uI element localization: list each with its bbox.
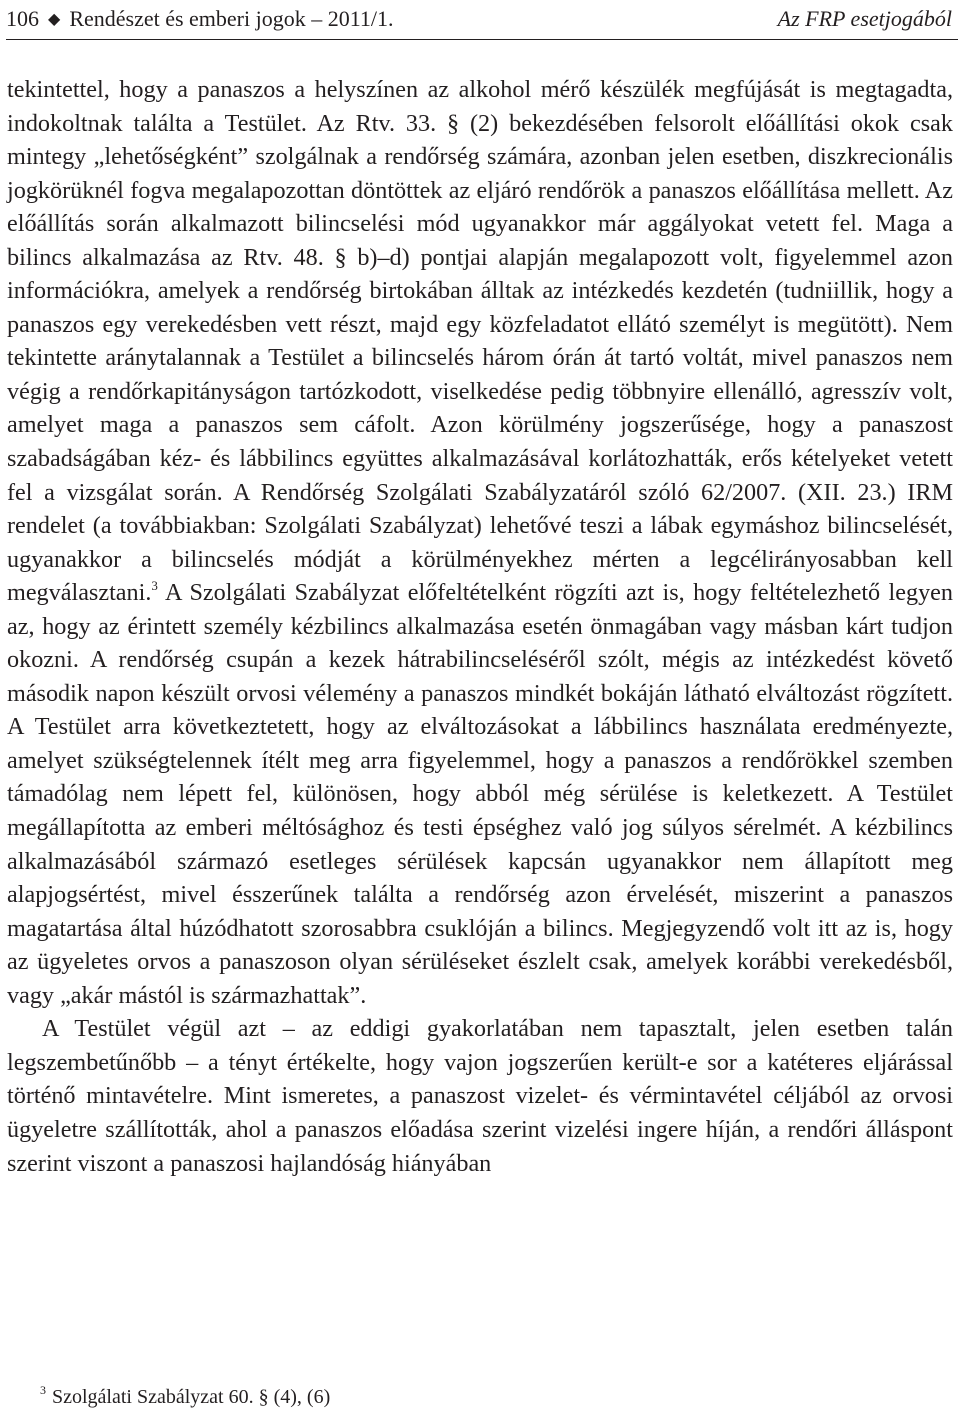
footnote-number: 3 [40,1383,46,1397]
footnote [40,1384,330,1410]
paragraph-1-text: tekintettel, hogy a panaszos a helyszínen az alkohol mérő készülék megfújását is megtagadta, indokoltnak találta a Testület. Az Rtv. 33. § (2) bekezdésében felsorolt előállítási okok csak mintegy „lehetőségként” szolgálnak a rendőrség számára, azonban jelen esetben, diszkrecionális jogkörüknél fogva megalapozottan döntöttek az eljáró rendőrök a panaszos előállítása mellett. Az előállítás során alkalmazott bilincselési mód ugyanakkor már aggályokat vetett fel. Maga a bilincs alkalmazása az Rtv. 48. § b)–d) pontjai alapján megalapozott volt, figyelemmel azon információkra, amelyek a rendőrség birtokában álltak az intézkedés kezdetén (tudniillik, hogy a panaszos egy verekedésben vett részt, majd egy közfeladatot ellátó személyt is megütött). Nem tekintette aránytalannak a Testület a bilincselés három órán át tartó voltát, mivel panaszos nem végig a rendőrkapitányságon tartózkodott, viselkedése pedig többnyire ellenálló, agresszív volt, amelyet maga a panaszos sem cáfolt. Azon körülmény jogszerűsége, hogy a panaszost szabadságában kéz- és lábbilincs együttes alkalmazásával korlátozhatták, erős kételyeket vetett fel a vizsgálat során. A Rendőrség Szolgálati Szabályzatáról szóló 62/2007. (XII. 23.) IRM rendelet (a továbbiakban: Szolgálati Szabályzat) lehetővé teszi a lábak egymáshoz bilincselését, ugyanakkor a bilincselés módját a körülményekhez mérten a legcélirányosabban kell megválasztani. [7,76,953,607]
header-left [6,4,394,35]
paragraph-1-continuation: A Szolgálati Szabályzat előfeltételként rögzíti azt is, hogy feltételezhető legyen az, hogy az érintett személy kézbilincs alkalmazása esetén önmagában vagy másban kárt tudjon okozni. A rendőrség csupán a kezek hátrabilincseléséről szólt, mégis az intézkedést követő második napon készült orvosi vélemény a panaszos mindkét bokáján látható elváltozást rögzített. A Testület arra következtetett, hogy az elváltozásokat a lábbilincs használata eredményezte, amelyet szükségtelennek ítélt meg arra figyelemmel, hogy a panaszos a rendőrökkel szemben támadólag nem lépett fel, különösen, hogy abból még sérülése is keletkezett. A Testület megállapította az emberi méltósághoz és testi épséghez való jog súlyos sérelmét. A kézbilincs alkalmazásából származó esetleges sérülések kapcsán ugyanakkor nem állapított meg alapjogsértést, mivel ésszerűnek találta a rendőrség azon érvelését, miszerint a panaszos magatartása által húzódhatott szorosabbra csuklóján a bilincs. Megjegyzendő volt itt az is, hogy az ügyeletes orvos a panaszoson olyan sérüléseket észlelt csak, amelyek korábbi verekedésből, vagy „akár mástól is származhattak”. [7,579,953,1009]
diamond-separator-icon: ◆ [48,11,61,28]
footnote-reference: 3 [151,578,158,594]
running-header [6,4,954,38]
header-rule [6,39,958,40]
paragraph-1 [7,73,953,1012]
page-number: 106 [6,6,39,31]
journal-title: Rendészet és emberi jogok – 2011/1. [69,6,394,31]
section-title: Az FRP esetjogából [777,6,952,31]
body-text [7,73,953,1180]
footnote-text: Szolgálati Szabályzat 60. § (4), (6) [52,1386,331,1408]
paragraph-2: A Testület végül azt – az eddigi gyakorlatában nem tapasztalt, jelen esetben talán legszembetűnőbb – a tényt értékelte, hogy vajon jogszerűen került-e sor a katéteres eljárással történő mintavételre. Mint ismeretes, a panaszost vizelet- és vérmintavétel céljából az orvosi ügyeletre szállították, ahol a panaszos előadása szerint vizelési ingere híján, a rendőri álláspont szerint viszont a panaszosi hajlandóság hiányában [7,1015,953,1177]
